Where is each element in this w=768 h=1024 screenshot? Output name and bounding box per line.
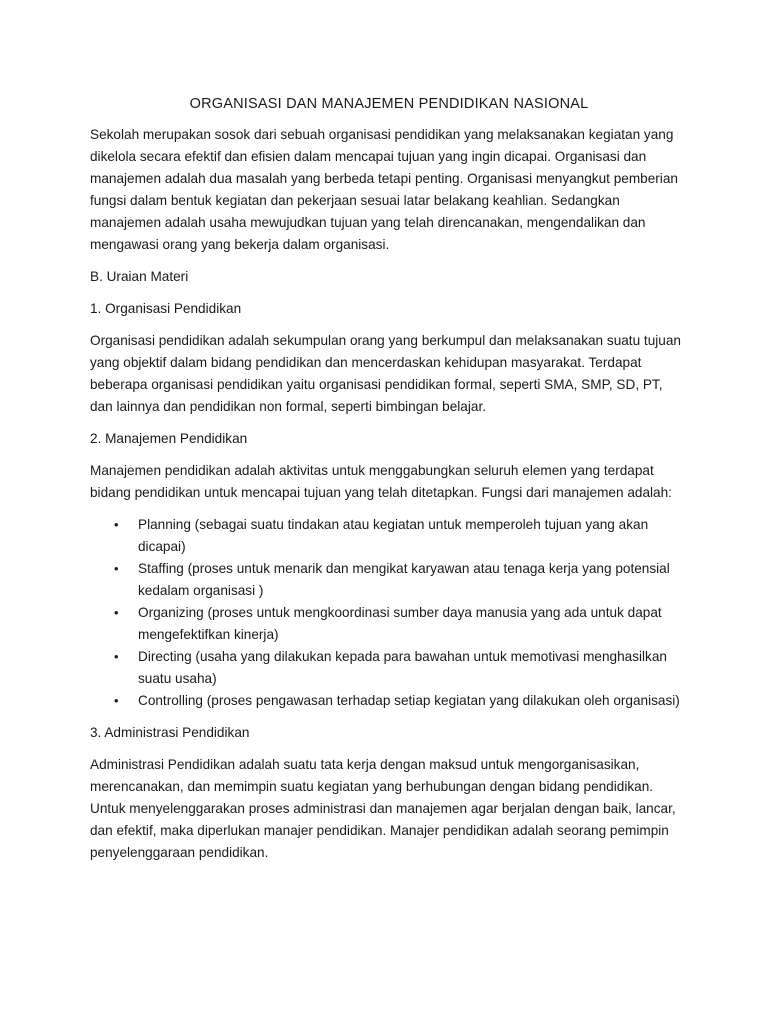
section-b-heading: B. Uraian Materi (90, 269, 189, 284)
document-title: ORGANISASI DAN MANAJEMEN PENDIDIKAN NASIONAL (189, 96, 589, 112)
intro-paragraph: Sekolah merupakan sosok dari sebuah organisasi pendidikan yang melaksanakan kegiatan yang dikelola secara efektif dan efisien dalam mencapai tujuan yang ingin dicapai. Organisasi dan manajemen adalah dua masalah yang berbeda tetapi penting. Organisasi menyangkut pemberian fungsi dalam bentuk kegiatan dan pekerjaan sesuai latar belakang keahlian. Sedangkan manajemen adalah usaha mewujudkan tujuan yang telah direncanakan, mengendalikan dan mengawasi orang yang bekerja dalam organisasi. (90, 127, 678, 252)
list-item-text: Staffing (proses untuk menarik dan mengikat karyawan atau tenaga kerja yang potensial kedalam organisasi ) (138, 561, 670, 598)
bullet-icon: • (114, 517, 119, 532)
list-item-text: Directing (usaha yang dilakukan kepada para bawahan untuk memotivasi menghasilkan suatu usaha) (138, 649, 667, 686)
section-2-paragraph: Manajemen pendidikan adalah aktivitas untuk menggabungkan seluruh elemen yang terdapat bidang pendidikan untuk mencapai tujuan yang telah ditetapkan. Fungsi dari manajemen adalah: (90, 463, 672, 500)
list-item (114, 690, 688, 712)
list-item-text: Organizing (proses untuk mengkoordinasi sumber daya manusia yang ada untuk dapat mengefektifkan kinerja) (138, 605, 662, 642)
section-2-heading: 2. Manajemen Pendidikan (90, 431, 248, 446)
section-1-paragraph: Organisasi pendidikan adalah sekumpulan orang yang berkumpul dan melaksanakan suatu tujuan yang objektif dalam bidang pendidikan dan mencerdaskan kehidupan masyarakat. Terdapat beberapa organisasi pendidikan yaitu organisasi pendidikan formal, seperti SMA, SMP, SD, PT, dan lainnya dan pendidikan non formal, seperti bimbingan belajar. (90, 333, 681, 414)
bullet-icon: • (114, 605, 119, 620)
list-item (114, 514, 688, 558)
bullet-icon: • (114, 649, 119, 664)
list-item-text: Controlling (proses pengawasan terhadap setiap kegiatan yang dilakukan oleh organisasi) (138, 693, 680, 708)
management-functions-list (90, 514, 688, 712)
section-3-paragraph: Administrasi Pendidikan adalah suatu tata kerja dengan maksud untuk mengorganisasikan, merencanakan, dan memimpin suatu kegiatan yang berhubungan dengan bidang pendidikan. Untuk menyelenggarakan proses administrasi dan manajemen agar berjalan dengan baik, lancar, dan efektif, maka diperlukan manajer pendidikan. Manajer pendidikan adalah seorang pemimpin penyelenggaraan pendidikan. (90, 757, 676, 860)
list-item-text: Planning (sebagai suatu tindakan atau kegiatan untuk memperoleh tujuan yang akan dicapai) (138, 517, 649, 554)
list-item (114, 646, 688, 690)
list-item (114, 558, 688, 602)
bullet-icon: • (114, 693, 119, 708)
list-item (114, 602, 688, 646)
section-1-heading: 1. Organisasi Pendidikan (90, 301, 242, 316)
section-3-heading: 3. Administrasi Pendidikan (90, 725, 250, 740)
bullet-icon: • (114, 561, 119, 576)
